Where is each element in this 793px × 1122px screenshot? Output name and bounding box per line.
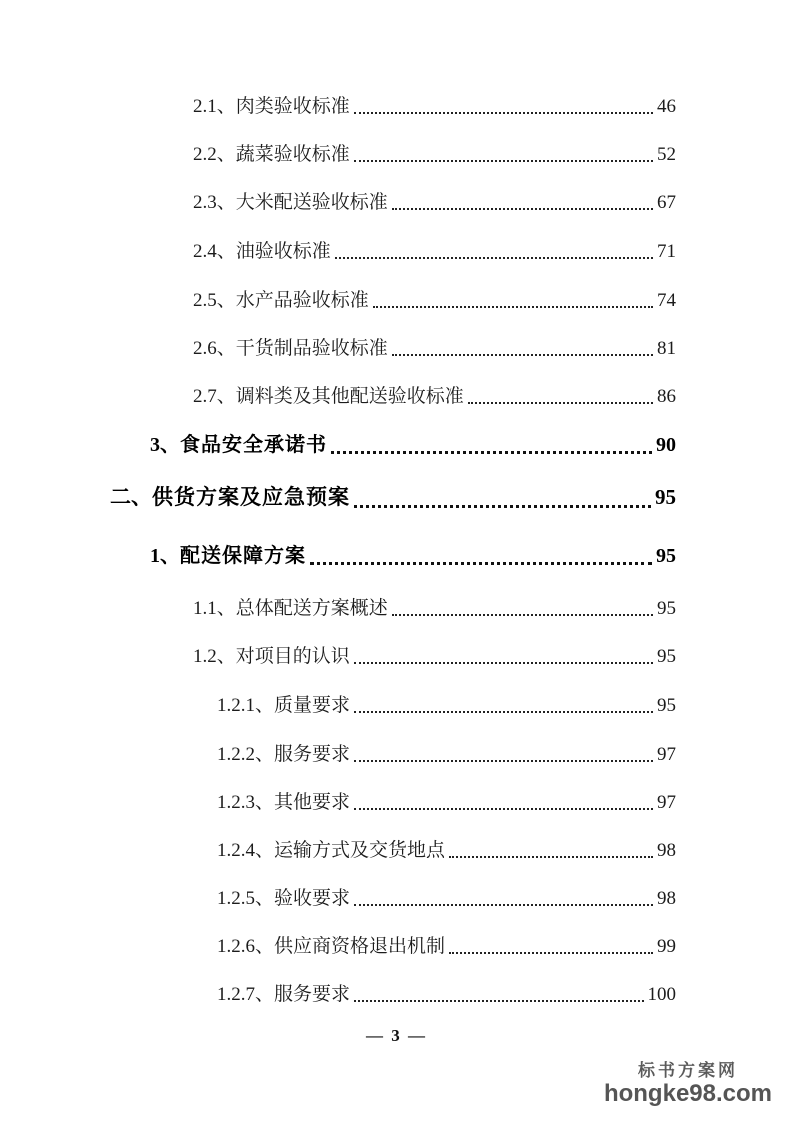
toc-entry — [0, 923, 793, 971]
toc-entry-page-number: 100 — [647, 983, 676, 1005]
toc-entry-line — [193, 144, 676, 167]
toc-entry-number: 1.2.3、 — [217, 791, 275, 813]
toc-entry-page-number: 46 — [657, 95, 676, 117]
toc-entry-line — [193, 192, 676, 215]
toc-entry-title: 质量要求 — [274, 694, 351, 716]
toc-entry — [0, 827, 793, 875]
toc-dot-leader — [354, 1000, 643, 1002]
toc-dot-leader — [449, 952, 653, 954]
toc-entry-page-number: 95 — [656, 545, 676, 567]
toc-entry-number: 1.2.4、 — [217, 839, 275, 861]
toc-dot-leader — [354, 760, 653, 762]
toc-dot-leader — [354, 160, 653, 162]
toc-entry-line — [193, 96, 676, 119]
toc-dot-leader — [310, 562, 652, 565]
toc-dot-leader — [392, 614, 653, 616]
toc-entry-page-number: 52 — [657, 143, 676, 165]
toc-entry — [0, 421, 793, 469]
toc-entry-line — [150, 433, 676, 457]
toc-entry-page-number: 95 — [657, 694, 676, 716]
toc-entry — [0, 469, 793, 527]
toc-entry-title: 服务要求 — [274, 743, 351, 765]
toc-dot-leader — [354, 711, 653, 713]
toc-entry-number: 2.3、 — [193, 191, 236, 213]
toc-entry-number: 1.2.5、 — [217, 887, 275, 909]
toc-entry-title: 配送保障方案 — [180, 545, 306, 567]
toc-entry — [0, 131, 793, 179]
toc-entry — [0, 83, 793, 131]
toc-entry — [0, 227, 793, 277]
toc-entry-title: 肉类验收标准 — [235, 95, 350, 117]
toc-entry-line — [193, 646, 676, 669]
toc-dot-leader — [354, 808, 653, 810]
toc-entry-line — [217, 840, 676, 863]
toc-dot-leader — [331, 451, 652, 454]
toc-entry-number: 1.1、 — [193, 597, 236, 619]
toc-entry-number: 2.5、 — [193, 289, 236, 311]
watermark-site-name: 标书方案网 — [637, 1061, 738, 1080]
toc-entry-line — [193, 338, 676, 361]
toc-entry-page-number: 99 — [657, 935, 676, 957]
toc-entry-line — [217, 984, 676, 1007]
toc-entry-title: 食品安全承诺书 — [180, 434, 327, 456]
toc-entry-title: 总体配送方案概述 — [235, 597, 388, 619]
toc-entry-page-number: 95 — [657, 645, 676, 667]
page-number-footer: — 3 — — [366, 1026, 427, 1045]
toc-entry-number: 3、 — [150, 434, 180, 456]
toc-entry — [0, 527, 793, 585]
toc-entry-number: 1.2.6、 — [217, 935, 275, 957]
toc-entry-title: 水产品验收标准 — [235, 289, 369, 311]
toc-entry — [0, 179, 793, 227]
toc-dot-leader — [468, 402, 653, 404]
toc-entry-title: 蔬菜验收标准 — [235, 143, 350, 165]
toc-entry-page-number: 71 — [657, 240, 676, 262]
toc-entry-title: 调料类及其他配送验收标准 — [235, 385, 464, 407]
toc-entry-page-number: 67 — [657, 191, 676, 213]
toc-entry-line — [217, 936, 676, 959]
toc-entry-title: 大米配送验收标准 — [235, 191, 388, 213]
toc-entry-line — [193, 598, 676, 621]
toc-entry-title: 供应商资格退出机制 — [274, 935, 446, 957]
toc-entry-title: 干货制品验收标准 — [235, 337, 388, 359]
toc-dot-leader — [335, 257, 653, 259]
toc-entry-line — [217, 888, 676, 911]
toc-entry — [0, 681, 793, 731]
toc-entry-title: 验收要求 — [274, 887, 351, 909]
toc-entry-page-number: 98 — [657, 839, 676, 861]
watermark-site-domain: hongke98.com — [603, 1080, 772, 1107]
toc-entry-page-number: 98 — [657, 887, 676, 909]
toc-entry-number: 2.2、 — [193, 143, 236, 165]
toc-entry-title: 油验收标准 — [235, 240, 331, 262]
toc-entry-page-number: 97 — [657, 791, 676, 813]
toc-entry-line — [217, 744, 676, 767]
toc-dot-leader — [373, 306, 653, 308]
toc-entry-number: 2.6、 — [193, 337, 236, 359]
table-of-contents — [0, 83, 793, 1019]
toc-entry-number: 二、 — [110, 485, 152, 510]
toc-entry — [0, 875, 793, 923]
toc-entry — [0, 277, 793, 325]
toc-dot-leader — [354, 662, 653, 664]
toc-entry — [0, 633, 793, 681]
toc-entry-page-number: 95 — [655, 485, 676, 510]
toc-entry-line — [217, 792, 676, 815]
toc-entry-title: 其他要求 — [274, 791, 351, 813]
toc-entry-line — [193, 290, 676, 313]
toc-entry-line — [110, 485, 676, 510]
toc-dot-leader — [354, 112, 653, 114]
toc-entry-title: 供货方案及应急预案 — [152, 486, 350, 510]
toc-dot-leader — [392, 208, 653, 210]
toc-entry-number: 1、 — [150, 545, 180, 567]
toc-entry — [0, 971, 793, 1019]
toc-dot-leader — [354, 505, 651, 508]
toc-entry-line — [193, 386, 676, 409]
toc-entry-page-number: 95 — [657, 597, 676, 619]
toc-entry — [0, 779, 793, 827]
toc-entry-number: 2.4、 — [193, 240, 236, 262]
toc-dot-leader — [392, 354, 653, 356]
toc-entry — [0, 373, 793, 421]
toc-entry-page-number: 97 — [657, 743, 676, 765]
toc-entry-number: 2.7、 — [193, 385, 236, 407]
toc-entry-number: 1.2、 — [193, 645, 236, 667]
toc-entry-page-number: 74 — [657, 289, 676, 311]
toc-entry-number: 1.2.1、 — [217, 694, 275, 716]
toc-dot-leader — [354, 904, 653, 906]
toc-entry-line — [193, 241, 676, 264]
toc-entry — [0, 731, 793, 779]
toc-entry-page-number: 86 — [657, 385, 676, 407]
toc-entry-line — [150, 544, 676, 568]
toc-entry-title: 运输方式及交货地点 — [274, 839, 446, 861]
toc-dot-leader — [449, 856, 653, 858]
toc-entry-number: 1.2.7、 — [217, 983, 275, 1005]
toc-entry-number: 1.2.2、 — [217, 743, 275, 765]
toc-entry-number: 2.1、 — [193, 95, 236, 117]
watermark — [604, 1062, 772, 1106]
toc-entry — [0, 585, 793, 633]
toc-entry-line — [217, 695, 676, 718]
toc-entry — [0, 325, 793, 373]
toc-entry-page-number: 81 — [657, 337, 676, 359]
toc-entry-title: 对项目的认识 — [235, 645, 350, 667]
toc-entry-title: 服务要求 — [274, 983, 351, 1005]
toc-entry-page-number: 90 — [656, 434, 676, 456]
